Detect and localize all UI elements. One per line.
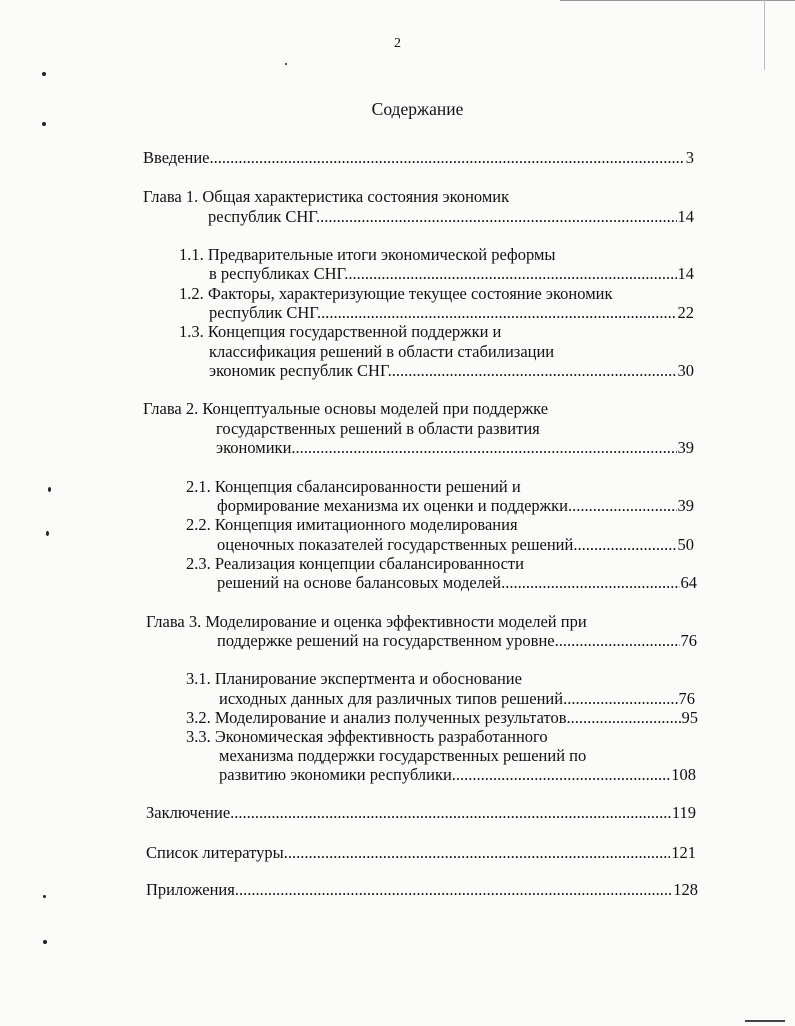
toc-entry-conclusion[interactable]: Заключение ..... 119: [146, 803, 696, 823]
toc-page-number: 108: [671, 765, 696, 784]
toc-section-3-2[interactable]: 3.2. Моделирование и анализ полученных результатов ..... 95: [186, 708, 698, 728]
scan-speck: [48, 487, 51, 492]
toc-page-number: 39: [677, 496, 694, 515]
toc-chapter-3-line1[interactable]: Глава 3. Моделирование и оценка эффективности моделей при: [146, 612, 587, 631]
toc-section-2-1-line1[interactable]: 2.1. Концепция сбалансированности решений и: [186, 477, 521, 496]
toc-section-1-1-line2[interactable]: в республиках СНГ ..... 14: [209, 264, 694, 284]
toc-section-1-3-line1[interactable]: 1.3. Концепция государственной поддержки и: [179, 322, 502, 341]
toc-section-2-3-line2[interactable]: решений на основе балансовых моделей ..... 64: [217, 573, 697, 593]
page-number: 2: [394, 36, 401, 51]
toc-section-1-3-line3[interactable]: экономик республик СНГ ..... 30: [209, 361, 694, 381]
toc-page-number: 39: [677, 438, 694, 457]
scan-edge-top: [560, 0, 795, 1]
page-title: Содержание: [371, 99, 464, 119]
toc-page-number: 119: [671, 803, 696, 822]
toc-page-number: 64: [680, 573, 697, 592]
toc-section-3-3-line1[interactable]: 3.3. Экономическая эффективность разработанного: [186, 727, 548, 746]
toc-page-number: 3: [685, 148, 694, 167]
toc-chapter-3-line2[interactable]: поддержке решений на государственном уровне ..... 76: [217, 631, 697, 651]
scan-speck: [43, 895, 46, 898]
toc-page-number: 14: [677, 264, 694, 283]
toc-page-number: 22: [677, 303, 694, 322]
toc-page-number: 50: [677, 535, 694, 554]
toc-chapter-1-line1[interactable]: Глава 1. Общая характеристика состояния экономик: [143, 187, 510, 206]
scan-speck: [285, 63, 287, 65]
toc-entry-intro[interactable]: Введение ..... 3: [143, 148, 694, 168]
toc-page-number: 14: [677, 207, 694, 226]
toc-page-number: 95: [681, 708, 698, 727]
scan-speck: [42, 72, 46, 76]
toc-entry-appendix[interactable]: Приложения ..... 128: [146, 880, 698, 900]
scan-edge-right: [764, 0, 765, 70]
toc-section-3-3-line2[interactable]: механизма поддержки государственных решений по: [219, 746, 587, 765]
toc-page-number: 121: [671, 843, 696, 862]
toc-section-1-1-line1[interactable]: 1.1. Предварительные итоги экономической реформы: [179, 245, 556, 264]
toc-section-1-3-line2[interactable]: классификация решений в области стабилизации: [209, 342, 555, 361]
toc-chapter-2-line2[interactable]: государственных решений в области развития: [216, 419, 540, 438]
toc-section-2-2-line1[interactable]: 2.2. Концепция имитационного моделирования: [186, 515, 518, 534]
toc-entry-references[interactable]: Список литературы ..... 121: [146, 843, 696, 863]
toc-section-2-1-line2[interactable]: формирование механизма их оценки и поддержки ..... 39: [217, 496, 694, 516]
toc-chapter-2-line1[interactable]: Глава 2. Концептуальные основы моделей при поддержке: [143, 399, 549, 418]
scan-speck: [42, 122, 46, 126]
toc-chapter-1-line2[interactable]: республик СНГ ..... 14: [208, 207, 694, 227]
toc-section-1-2-line2[interactable]: республик СНГ ..... 22: [209, 303, 694, 323]
toc-page-number: 76: [680, 631, 697, 650]
toc-page-number: 128: [673, 880, 698, 899]
toc-chapter-2-line3[interactable]: экономики ..... 39: [216, 438, 694, 458]
toc-section-3-3-line3[interactable]: развитию экономики республики ..... 108: [219, 765, 696, 785]
toc-section-1-2-line1[interactable]: 1.2. Факторы, характеризующие текущее состояние экономик: [179, 284, 613, 303]
toc-page-number: 76: [678, 689, 695, 708]
scan-speck: [745, 1020, 785, 1022]
toc-page-number: 30: [677, 361, 694, 380]
toc-section-2-2-line2[interactable]: оценочных показателей государственных решений ..... 50: [217, 535, 694, 555]
toc-section-3-1-line2[interactable]: исходных данных для различных типов решений ..... 76: [219, 689, 695, 709]
scan-speck: [43, 940, 47, 944]
toc-section-3-1-line1[interactable]: 3.1. Планирование экспертмента и обоснование: [186, 669, 522, 688]
toc-section-2-3-line1[interactable]: 2.3. Реализация концепции сбалансированности: [186, 554, 524, 573]
scan-speck: [46, 531, 49, 536]
